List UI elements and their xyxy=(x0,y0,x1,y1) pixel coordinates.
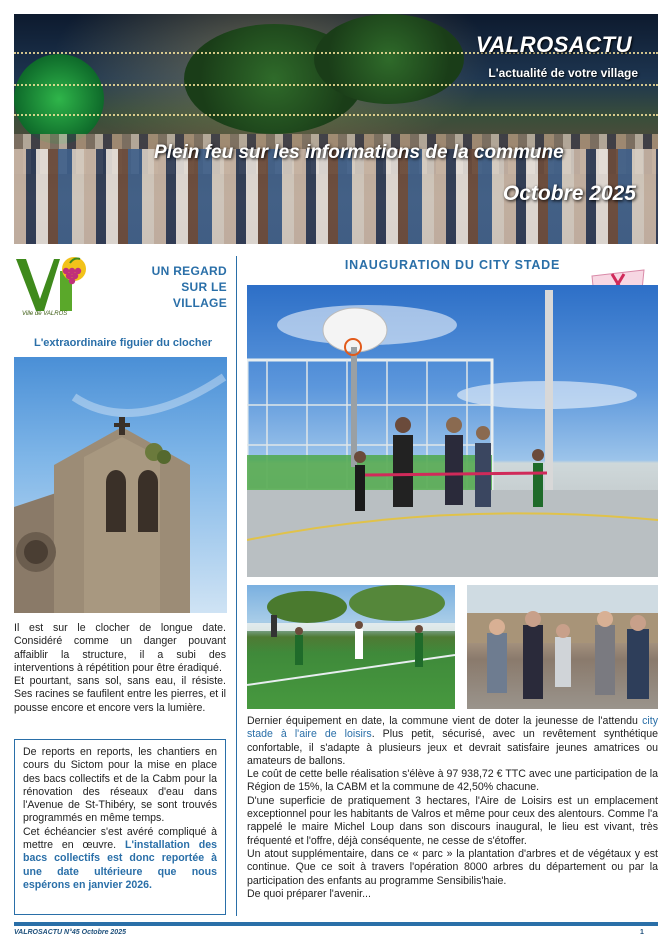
paragraph-1-start: Dernier équipement en date, la commune vient de doter la jeunesse de l'attendu xyxy=(247,715,638,727)
section-label-line-1: UN REGARD xyxy=(151,264,227,278)
figuier-paragraph-1: Il est sur le clocher de longue date. Considéré comme un danger pouvant affaiblir la structure, il a subi des interventions à répétition pour être éradiqué. xyxy=(14,622,226,674)
city-stade-article xyxy=(247,715,658,901)
logo-caption: Ville de VALROS xyxy=(22,311,68,317)
city-stade-paragraph-3: D'une superficie de pratiquement 3 hectares, l'Aire de Loisirs est un emplacement exceptionnel pour les habitants de Valros et même pour ceux des alentours. Comme l'a rappelé le maire Michel Loup dans son discours inaugural, le lieu est vivant, très fréquenté et l'offre, déjà conséquente, ne cesse de s'étoffer. xyxy=(247,794,658,847)
figuier-article xyxy=(14,622,226,715)
note-paragraph-1: De reports en reports, les chantiers en cours du Sictom pour la mise en place des bacs collectifs et de la Cabm pour la rénovation des réseaux d'eau dans l'Avenue de St-Thibéry, se sont trouvés programmés en même temps. xyxy=(23,746,217,825)
issue-date: Octobre 2025 xyxy=(502,182,636,205)
footer-issue: VALROSACTU N°45 Octobre 2025 xyxy=(14,929,126,936)
note-paragraph-2 xyxy=(23,826,217,892)
figuier-paragraph-2: Et pourtant, sans sol, sans eau, il résiste. Ses racines se faufilent entre les pierres, et il pousse encore et encore vers la lumière. xyxy=(14,675,226,714)
newsletter-subtitle: L'actualité de votre village xyxy=(488,66,638,80)
city-stade-paragraph-2: Le coût de cette belle réalisation s'élève à 97 938,72 € TTC avec une participation de la Région de 15%, la CABM et la commune de 42,50% chacune. xyxy=(247,768,658,794)
valros-logo xyxy=(14,255,90,321)
note-highlight: L'installation des bacs collectifs est donc reportée à une date ultérieure que nous espérons en janvier 2026. xyxy=(23,839,217,891)
city-stade-game-photo xyxy=(247,585,455,709)
bell-tower-photo xyxy=(14,357,227,613)
note-paragraph-2-text: Cet échéancier s'est avéré compliqué à mettre en œuvre. xyxy=(23,825,217,852)
newsletter-title: VALROSACTU xyxy=(475,32,632,57)
city-stade-paragraph-1 xyxy=(247,715,658,768)
column-divider xyxy=(236,256,237,916)
paragraph-1-end: . Plus petit, sécurisé, avec un revêtement synthétique confortable, il s'adapte à plusieurs jeux et devrait satisfaire jeunes amatrices ou amateurs de ballons. xyxy=(247,728,658,767)
bacs-collectifs-note xyxy=(14,739,226,915)
city-stade-paragraph-4: Un atout supplémentaire, dans ce « parc » la plantation d'arbres et de végétaux y est continue. Que ce soit à travers l'opération 8000 arbres du département ou par la participation des enfants au programme Sensibilis'haie. xyxy=(247,847,658,887)
section-label-line-2: SUR LE xyxy=(181,280,227,294)
city-stade-heading: INAUGURATION DU CITY STADE xyxy=(344,258,561,272)
section-label-line-3: VILLAGE xyxy=(172,296,227,310)
city-stade-paragraph-5: De quoi préparer l'avenir... xyxy=(247,887,371,900)
footer-bar xyxy=(14,922,658,926)
photo-caption: L'extraordinaire figuier du clocher xyxy=(33,337,213,349)
section-label xyxy=(110,263,227,311)
banner-headline: Plein feu sur les informations de la commune xyxy=(154,142,564,163)
inauguration-crowd-photo xyxy=(467,585,658,709)
page-number: 1 xyxy=(640,929,644,936)
city-stade-ribbon-photo xyxy=(247,285,658,577)
header-banner-photo xyxy=(14,14,658,244)
city-stade-highlight: city stade à l'aire de loisirs xyxy=(247,715,658,741)
